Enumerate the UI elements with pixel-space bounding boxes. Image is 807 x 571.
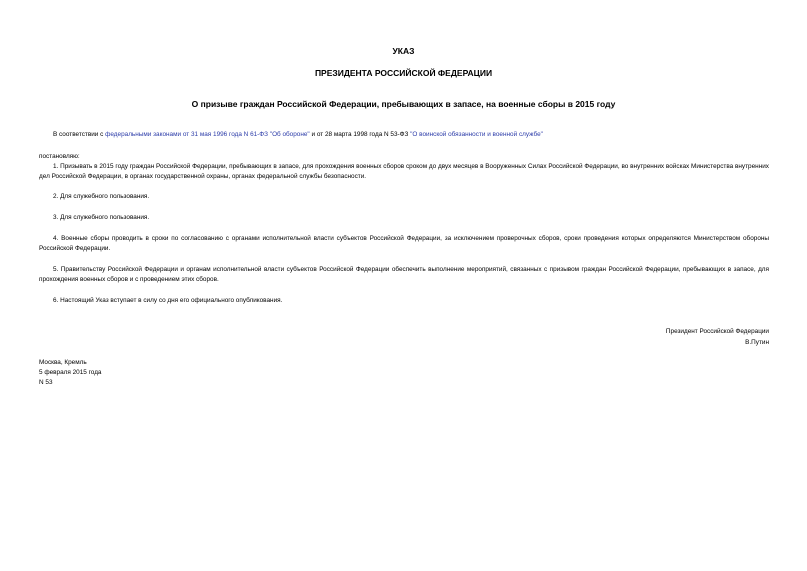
item-5: 5. Правительству Российской Федерации и органам исполнительной власти субъектов Российской Федерации обеспечить выполнение мероприятий, связанных с призывом граждан Российской Федерации, пребывающих в запасе, для прохождения военных сборов и с проведением этих сборов. (39, 266, 769, 283)
preamble-paragraph (39, 130, 769, 140)
preamble-middle: и от 28 марта 1998 года N 53-ФЗ (309, 131, 411, 138)
footer-place: Москва, Кремль (39, 359, 87, 366)
item-6: 6. Настоящий Указ вступает в силу со дня его официального опубликования. (53, 297, 283, 304)
item-1: 1. Призывать в 2015 году граждан Российской Федерации, пребывающих в запасе, для прохождения военных сборов сроком до двух месяцев в Вооруженных Силах Российской Федерации, во внутренних войсках Министерства внутренних дел Российской Федерации, в органах государственной охраны, органах федеральной службы безопасности. (39, 163, 769, 180)
decree-subject: О призыве граждан Российской Федерации, пребывающих в запасе, на военные сборы в 2015 году (191, 99, 616, 109)
decree-heading: УКАЗ (392, 46, 415, 56)
item-4: 4. Военные сборы проводить в сроки по согласованию с органами исполнительной власти субъектов Российской Федерации, за исключением проверочных сборов, сроки проведения которых определяются Министерством обороны Российской Федерации. (39, 235, 769, 252)
law-link-military-service[interactable]: "О воинской обязанности и военной службе" (410, 131, 543, 138)
item-3: 3. Для служебного пользования. (53, 214, 150, 221)
item-2: 2. Для служебного пользования. (53, 193, 150, 200)
decree-word: постановляю: (39, 153, 80, 160)
footer-date: 5 февраля 2015 года (39, 369, 102, 376)
decree-issuer: ПРЕЗИДЕНТА РОССИЙСКОЙ ФЕДЕРАЦИИ (314, 68, 493, 78)
preamble-prefix: В соответствии с (53, 131, 106, 138)
footer-number: N 53 (39, 379, 53, 386)
signature-name: В.Путин (745, 339, 769, 346)
signature-title: Президент Российской Федерации (665, 328, 769, 335)
law-link-defense[interactable]: федеральными законами от 31 мая 1996 года N 61-ФЗ "Об обороне" (105, 131, 310, 138)
